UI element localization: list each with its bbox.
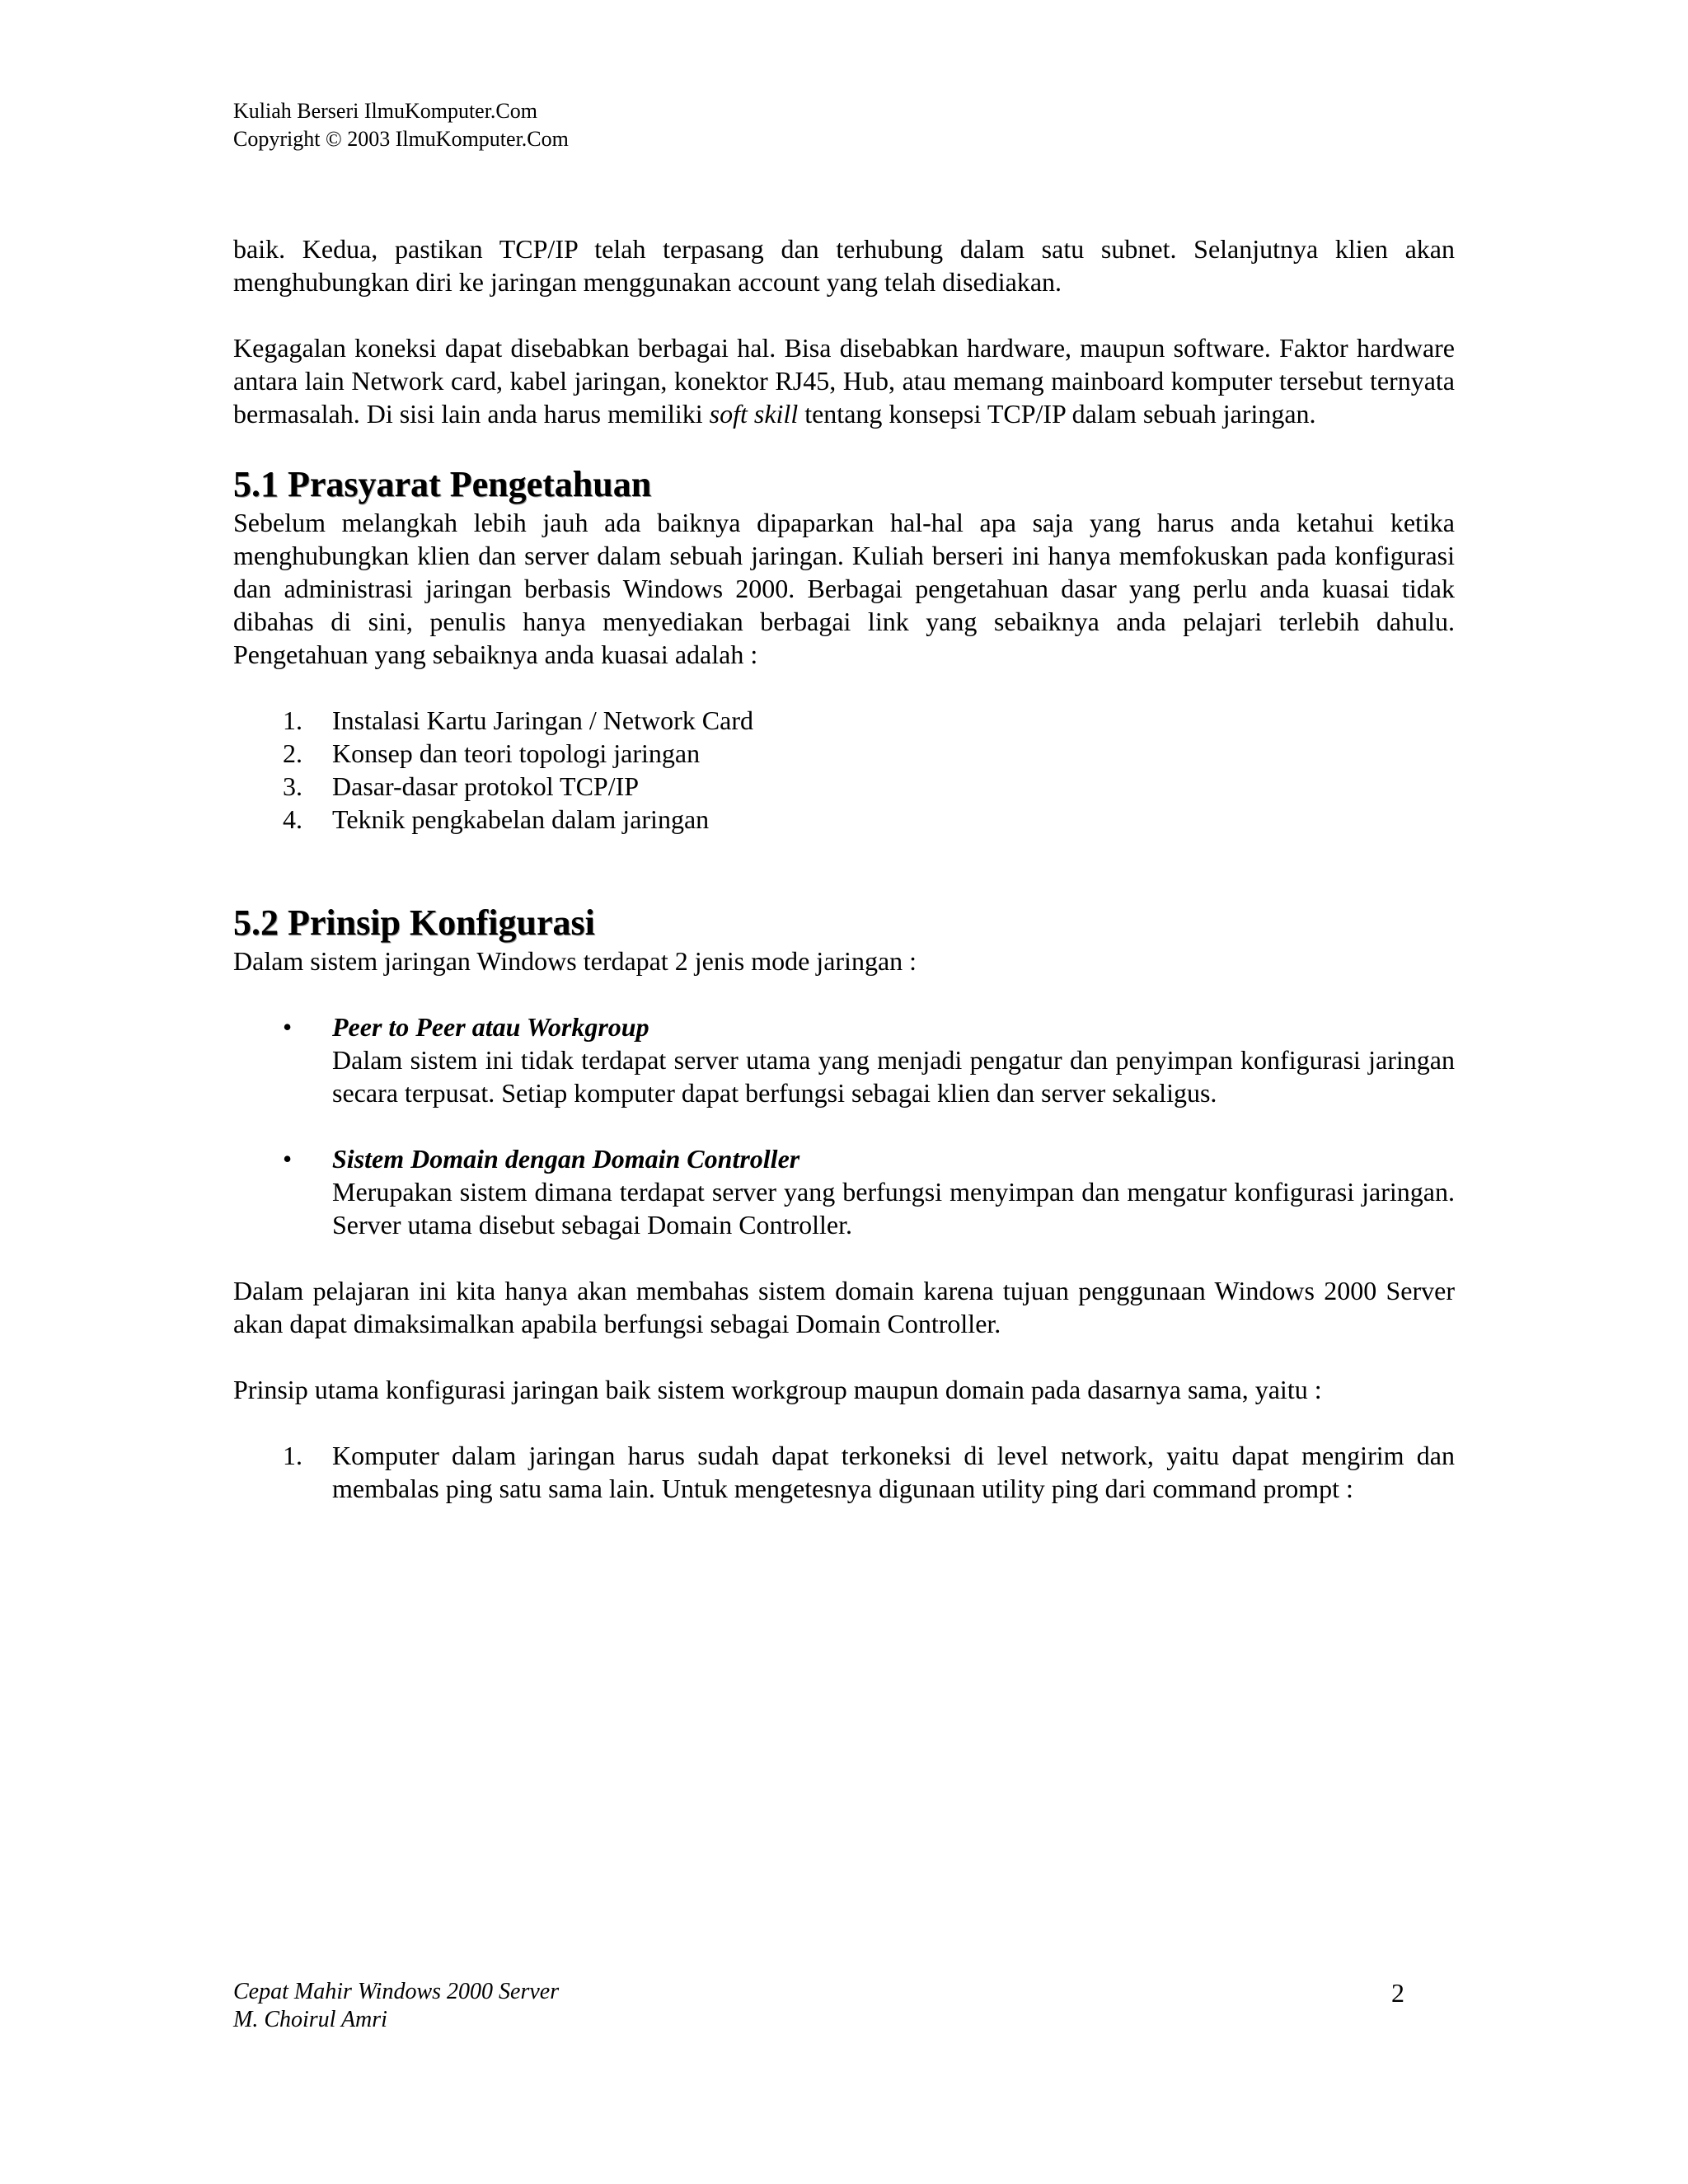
soft-skill-emphasis: soft skill xyxy=(709,399,799,429)
bullet-icon: • xyxy=(283,1012,293,1042)
section2-intro: Dalam sistem jaringan Windows terdapat 2 jenis mode jaringan : xyxy=(233,946,917,976)
list-number: 2. xyxy=(283,738,302,768)
page-content xyxy=(233,232,1455,1505)
list-item-text: Teknik pengkabelan dalam jaringan xyxy=(332,804,710,834)
list-number: 3. xyxy=(283,771,302,801)
spacer xyxy=(233,1241,1455,1274)
list-item xyxy=(233,1439,1455,1505)
list-item xyxy=(233,803,1455,836)
paragraph-domain: Dalam pelajaran ini kita hanya akan membahas sistem domain karena tujuan penggunaan Windows 2000 Server akan dapat dimaksimalkan apabila berfungsi sebagai Domain Controller. xyxy=(233,1276,1455,1338)
header-line-2: Copyright © 2003 IlmuKomputer.Com xyxy=(233,127,569,151)
section-heading-prinsip: 5.2 Prinsip Konfigurasi xyxy=(233,902,595,943)
header-line-1: Kuliah Berseri IlmuKomputer.Com xyxy=(233,99,538,123)
list-item xyxy=(233,737,1455,770)
bullet-title: Sistem Domain dengan Domain Controller xyxy=(332,1144,800,1174)
paragraph-failure-text-b: tentang konsepsi TCP/IP dalam sebuah jaringan. xyxy=(798,399,1316,429)
bullet-icon: • xyxy=(283,1144,293,1174)
page-number: 2 xyxy=(1391,1978,1404,2008)
spacer xyxy=(233,1109,1455,1142)
bullet-text: Dalam sistem ini tidak terdapat server utama yang menjadi pengatur dan penyimpan konfigurasi jaringan secara terpusat. Setiap komputer dapat berfungsi sebagai klien dan server sekaligus. xyxy=(332,1045,1455,1108)
paragraph-prinsip: Prinsip utama konfigurasi jaringan baik sistem workgroup maupun domain pada dasarnya sama, yaitu : xyxy=(233,1375,1322,1404)
bullet-text: Merupakan sistem dimana terdapat server yang berfungsi menyimpan dan mengatur konfigurasi jaringan. Server utama disebut sebagai Domain Controller. xyxy=(332,1177,1455,1240)
page-footer xyxy=(233,1978,559,2034)
list-number: 1. xyxy=(283,705,302,735)
paragraph-failure-text-a: Kegagalan koneksi dapat disebabkan berbagai hal. Bisa disebabkan hardware, maupun software. Faktor hardware antara lain Network card, kabel jaringan, konektor RJ45, Hub, atau memang mainboard komputer tersebut ternyata bermasalah. Di sisi lain anda harus memiliki xyxy=(233,333,1455,429)
list-item-text: Konsep dan teori topologi jaringan xyxy=(332,738,701,768)
prinsip-list xyxy=(233,1439,1455,1505)
footer-author: M. Choirul Amri xyxy=(233,2007,387,2032)
list-number: 4. xyxy=(283,804,302,834)
section1-intro: Sebelum melangkah lebih jauh ada baiknya dipaparkan hal-hal apa saja yang harus anda ketahui ketika menghubungkan klien dan server dalam sebuah jaringan. Kuliah berseri ini hanya memfokuskan pada konfigurasi dan administrasi jaringan berbasis Windows 2000. Berbagai pengetahuan dasar yang perlu anda kuasai tidak dibahas di sini, penulis hanya menyediakan berbagai link yang sebaiknya anda pelajari terlebih dahulu. Pengetahuan yang sebaiknya anda kuasai adalah : xyxy=(233,508,1455,669)
list-number: 1. xyxy=(283,1441,302,1470)
mode-list xyxy=(233,1010,1455,1241)
paragraph-failure xyxy=(233,331,1455,430)
bullet-item-domain xyxy=(233,1142,1455,1241)
page-header xyxy=(233,97,569,153)
section-heading-prasyarat: 5.1 Prasyarat Pengetahuan xyxy=(233,464,652,504)
prasyarat-list xyxy=(233,704,1455,836)
list-item xyxy=(233,704,1455,737)
paragraph-intro: baik. Kedua, pastikan TCP/IP telah terpasang dan terhubung dalam satu subnet. Selanjutnya klien akan menghubungkan diri ke jaringan menggunakan account yang telah disediakan. xyxy=(233,234,1455,297)
list-item-text: Instalasi Kartu Jaringan / Network Card xyxy=(332,705,753,735)
list-item-text: Dasar-dasar protokol TCP/IP xyxy=(332,771,640,801)
list-item-text: Komputer dalam jaringan harus sudah dapat terkoneksi di level network, yaitu dapat mengirim dan membalas ping satu sama lain. Untuk mengetesnya digunaan utility ping dari command prompt : xyxy=(332,1441,1455,1503)
spacer xyxy=(233,836,1455,902)
footer-title: Cepat Mahir Windows 2000 Server xyxy=(233,1979,560,2004)
bullet-item-workgroup xyxy=(233,1010,1455,1109)
bullet-title: Peer to Peer atau Workgroup xyxy=(332,1012,649,1042)
list-item xyxy=(233,770,1455,803)
